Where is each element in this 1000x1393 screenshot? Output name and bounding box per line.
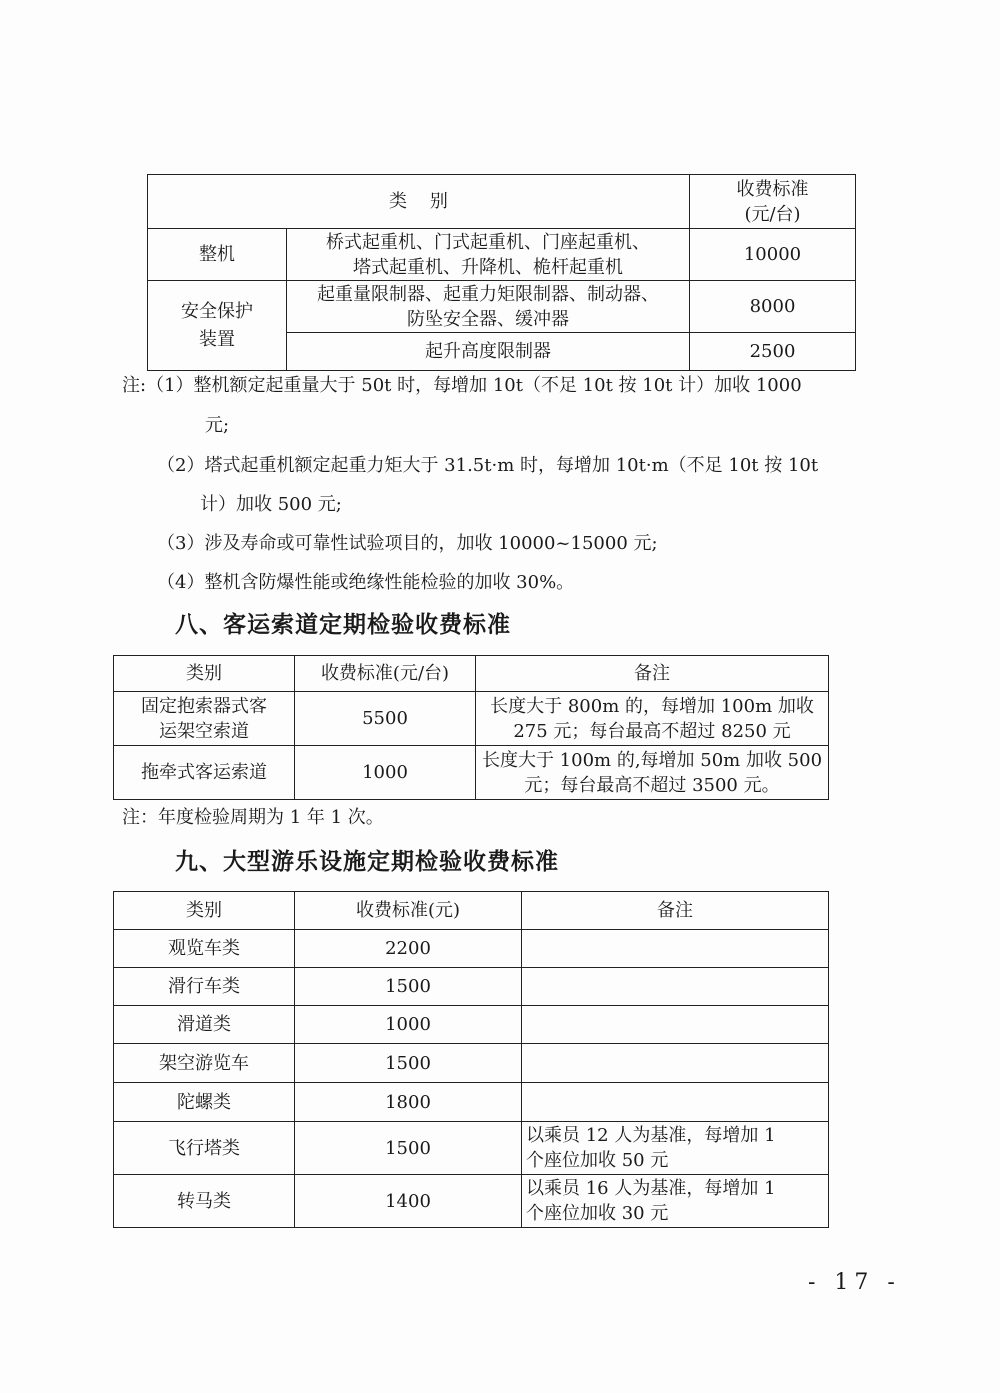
items-line: 桥式起重机、门式起重机、门座起重机、 <box>326 231 650 253</box>
remark-cell <box>522 1175 829 1228</box>
table-row <box>114 746 829 800</box>
category-cell: 观览车类 <box>114 930 295 968</box>
remark-line: 个座位加收 30 元 <box>526 1203 669 1224</box>
category-cell: 拖牵式客运索道 <box>114 746 295 800</box>
note-1-line-1: 注:（1）整机额定起重量大于 50t 时，每增加 10t（不足 10t 按 10t 计）加收 1000 <box>122 375 802 396</box>
table-row <box>114 1083 829 1122</box>
fee-cell: 1500 <box>295 968 522 1006</box>
fee-cell: 1800 <box>295 1083 522 1122</box>
table-row <box>114 1006 829 1044</box>
category-cell: 架空游览车 <box>114 1044 295 1083</box>
remark-line: 个座位加收 50 元 <box>526 1150 669 1171</box>
note-3: （3）涉及寿命或可靠性试验项目的，加收 10000~15000 元; <box>157 533 658 554</box>
header-remark: 备注 <box>522 892 829 930</box>
ropeway-fee-table <box>113 655 829 800</box>
header-remark: 备注 <box>476 656 829 692</box>
category-cell: 陀螺类 <box>114 1083 295 1122</box>
remark-line: 长度大于 100m 的,每增加 50m 加收 500 <box>481 749 823 771</box>
group-cell: 整机 <box>148 229 287 281</box>
header-category: 类 别 <box>148 175 690 229</box>
category-cell: 滑行车类 <box>114 968 295 1006</box>
fee-cell: 2500 <box>690 333 856 371</box>
remark-line: 275 元；每台最高不超过 8250 元 <box>513 720 791 742</box>
fee-cell: 5500 <box>295 692 476 746</box>
category-line: 固定抱索器式客 <box>141 695 267 717</box>
items-cell <box>287 281 690 333</box>
table-header-row <box>114 656 829 692</box>
items-line: 防坠安全器、缓冲器 <box>407 308 569 330</box>
header-fee: 收费标准(元) <box>295 892 522 930</box>
header-fee-unit: (元/台) <box>744 203 801 225</box>
fee-cell: 8000 <box>690 281 856 333</box>
crane-fee-table <box>147 174 856 371</box>
group-line: 装置 <box>199 328 235 350</box>
table-row <box>114 1175 829 1228</box>
table-header-row <box>114 892 829 930</box>
table-row <box>114 968 829 1006</box>
category-cell <box>114 692 295 746</box>
section-9-title: 九、大型游乐设施定期检验收费标准 <box>175 849 559 875</box>
table-row <box>148 229 856 281</box>
section-8-title: 八、客运索道定期检验收费标准 <box>175 612 511 638</box>
header-fee: 收费标准(元/台) <box>295 656 476 692</box>
table-row <box>114 930 829 968</box>
items-line: 塔式起重机、升降机、桅杆起重机 <box>353 256 623 278</box>
fee-cell: 2200 <box>295 930 522 968</box>
items-cell: 起升高度限制器 <box>287 333 690 371</box>
remark-cell <box>522 1044 829 1083</box>
category-line: 运架空索道 <box>159 720 249 742</box>
note-2-line-2: 计）加收 500 元; <box>200 494 342 515</box>
fee-cell: 1500 <box>295 1122 522 1175</box>
group-line: 安全保护 <box>181 300 253 322</box>
note-2-line-1: （2）塔式起重机额定起重力矩大于 31.5t·m 时，每增加 10t·m（不足 10t 按 10t <box>157 455 819 476</box>
remark-cell <box>522 930 829 968</box>
amusement-fee-table <box>113 891 829 1228</box>
remark-cell <box>476 692 829 746</box>
fee-cell: 1400 <box>295 1175 522 1228</box>
remark-line: 以乘员 12 人为基准，每增加 1 <box>526 1125 776 1146</box>
section-8-note: 注：年度检验周期为 1 年 1 次。 <box>122 807 384 828</box>
header-category: 类别 <box>114 656 295 692</box>
group-cell <box>148 281 287 371</box>
table-row <box>114 1044 829 1083</box>
note-4: （4）整机含防爆性能或绝缘性能检验的加收 30%。 <box>157 572 575 593</box>
page-number: - 17 - <box>808 1270 901 1295</box>
table-row <box>114 692 829 746</box>
remark-line: 以乘员 16 人为基准，每增加 1 <box>526 1178 776 1199</box>
items-line: 起重量限制器、起重力矩限制器、制动器、 <box>317 283 659 305</box>
note-1-line-2: 元; <box>205 415 230 436</box>
remark-cell <box>522 1122 829 1175</box>
category-cell: 转马类 <box>114 1175 295 1228</box>
table-row <box>148 281 856 333</box>
table-row <box>114 1122 829 1175</box>
fee-cell: 1500 <box>295 1044 522 1083</box>
fee-cell: 1000 <box>295 746 476 800</box>
remark-cell <box>522 1083 829 1122</box>
header-fee-label: 收费标准 <box>736 178 809 200</box>
fee-cell: 10000 <box>690 229 856 281</box>
table-header-row <box>148 175 856 229</box>
category-cell: 飞行塔类 <box>114 1122 295 1175</box>
remark-cell <box>522 1006 829 1044</box>
category-cell: 滑道类 <box>114 1006 295 1044</box>
header-category: 类别 <box>114 892 295 930</box>
items-cell <box>287 229 690 281</box>
remark-cell <box>522 968 829 1006</box>
remark-line: 元；每台最高不超过 3500 元。 <box>524 774 780 796</box>
remark-cell <box>476 746 829 800</box>
header-fee <box>690 175 856 229</box>
fee-cell: 1000 <box>295 1006 522 1044</box>
remark-line: 长度大于 800m 的，每增加 100m 加收 <box>490 695 814 717</box>
